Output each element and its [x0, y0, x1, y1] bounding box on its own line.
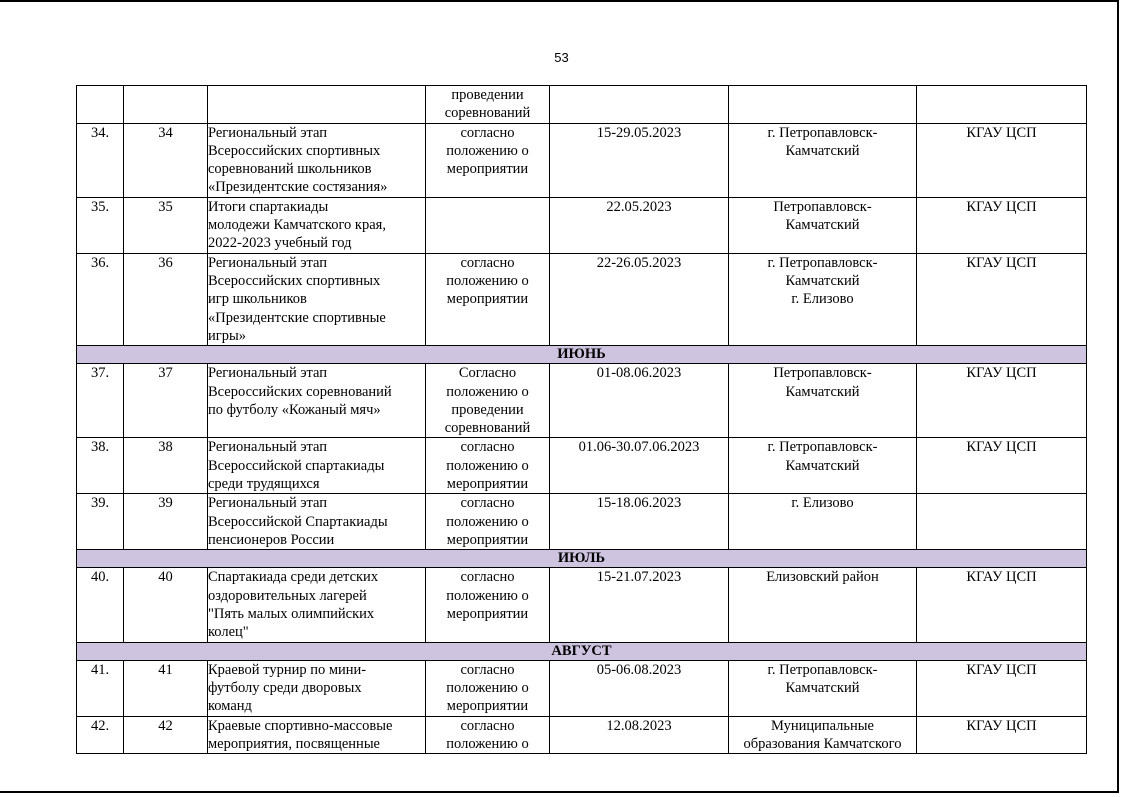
- event-place-line: Муниципальные: [771, 717, 874, 734]
- table-row: [77, 364, 1087, 438]
- events-table: [76, 85, 1087, 754]
- event-name: [208, 197, 426, 253]
- event-conditions-line: проведении: [451, 87, 524, 103]
- event-id: 38: [124, 438, 208, 494]
- event-conditions-line: согласно: [460, 717, 515, 734]
- event-organizer: КГАУ ЦСП: [917, 438, 1087, 494]
- event-date: 15-21.07.2023: [550, 568, 729, 642]
- event-conditions: [426, 197, 550, 253]
- event-conditions-line: согласно: [460, 439, 515, 456]
- event-organizer: КГАУ ЦСП: [917, 716, 1087, 754]
- event-conditions: [426, 716, 550, 754]
- event-conditions-line: соревнований: [444, 420, 531, 437]
- event-name-line: Региональный этап: [208, 124, 328, 141]
- event-name-line: соревнований школьников: [208, 161, 372, 178]
- event-name-line: Спартакиада среди детских: [208, 569, 379, 586]
- event-conditions: [426, 364, 550, 438]
- event-conditions-line: положению о: [446, 273, 529, 290]
- event-date: 22-26.05.2023: [550, 253, 729, 345]
- event-place-line: Петропавловск-: [773, 198, 872, 215]
- event-conditions-line: Согласно: [458, 365, 517, 382]
- event-date: 15-29.05.2023: [550, 123, 729, 197]
- event-place-line: г. Петропавловск-: [767, 661, 878, 678]
- row-number: [77, 86, 124, 124]
- event-place-line: г. Елизово: [791, 495, 854, 512]
- event-name-line: игры»: [208, 327, 246, 344]
- event-name-line: Региональный этап: [208, 254, 328, 271]
- event-date: 01.06-30.07.06.2023: [550, 438, 729, 494]
- event-organizer: КГАУ ЦСП: [917, 123, 1087, 197]
- event-name-line: Краевые спортивно-массовые: [208, 717, 393, 734]
- event-name: [208, 568, 426, 642]
- row-number: 41.: [77, 660, 124, 716]
- event-name-line: Региональный этап: [208, 365, 328, 382]
- event-conditions-line: мероприятии: [446, 476, 529, 493]
- event-place: [729, 438, 917, 494]
- event-organizer: КГАУ ЦСП: [917, 253, 1087, 345]
- event-id: 42: [124, 716, 208, 754]
- table-row: [77, 253, 1087, 345]
- row-number: 35.: [77, 197, 124, 253]
- table-row: [77, 568, 1087, 642]
- event-name: [208, 253, 426, 345]
- month-header: ИЮЛЬ: [77, 550, 1087, 568]
- event-name-line: Итоги спартакиады: [208, 198, 329, 215]
- event-name: [208, 660, 426, 716]
- event-place: [729, 716, 917, 754]
- event-name-line: футболу среди дворовых: [208, 679, 362, 696]
- event-name-line: Региональный этап: [208, 439, 328, 456]
- month-header-row: [77, 642, 1087, 660]
- event-id: [124, 86, 208, 124]
- event-name-line: команд: [208, 698, 252, 715]
- event-name: [208, 438, 426, 494]
- month-header-row: [77, 550, 1087, 568]
- event-conditions-line: положению о: [446, 457, 529, 474]
- event-conditions-line: проведении: [451, 401, 524, 418]
- event-name-line: Всероссийских соревнований: [208, 383, 392, 400]
- event-organizer: КГАУ ЦСП: [917, 660, 1087, 716]
- event-conditions-line: согласно: [460, 569, 515, 586]
- row-number: 39.: [77, 494, 124, 550]
- table-row: [77, 197, 1087, 253]
- event-place: [729, 494, 917, 550]
- event-id: 34: [124, 123, 208, 197]
- event-organizer: [917, 494, 1087, 550]
- event-conditions: [426, 438, 550, 494]
- event-conditions-line: мероприятии: [446, 698, 529, 715]
- row-number: 38.: [77, 438, 124, 494]
- event-name-line: пенсионеров России: [208, 532, 335, 549]
- event-name: [208, 364, 426, 438]
- event-place-line: Камчатский: [785, 679, 860, 696]
- event-id: 39: [124, 494, 208, 550]
- event-name: [208, 716, 426, 754]
- event-place-line: г. Елизово: [791, 291, 854, 308]
- event-date: [550, 86, 729, 124]
- event-name-line: Всероссийских спортивных: [208, 142, 381, 159]
- event-conditions-line: мероприятии: [446, 532, 529, 549]
- event-conditions: [426, 568, 550, 642]
- event-place-line: г. Петропавловск-: [767, 254, 878, 271]
- event-place-line: г. Петропавловск-: [767, 124, 878, 141]
- event-place: [729, 568, 917, 642]
- event-place-line: Камчатский: [785, 457, 860, 474]
- event-date: 12.08.2023: [550, 716, 729, 754]
- event-conditions: [426, 253, 550, 345]
- event-name-line: «Президентские состязания»: [208, 179, 388, 196]
- event-organizer: [917, 86, 1087, 124]
- event-place-line: Елизовский район: [766, 569, 879, 586]
- month-header: ИЮНЬ: [77, 346, 1087, 364]
- event-place: [729, 660, 917, 716]
- event-place-line: образования Камчатского: [743, 735, 902, 752]
- event-name-line: «Президентские спортивные: [208, 309, 386, 326]
- event-name-line: "Пять малых олимпийских: [208, 606, 375, 623]
- event-conditions-line: мероприятии: [446, 161, 529, 178]
- event-conditions-line: положению о: [446, 587, 529, 604]
- event-conditions: [426, 86, 550, 124]
- event-conditions: [426, 494, 550, 550]
- event-name-line: Всероссийской спартакиады: [208, 457, 385, 474]
- event-place: [729, 123, 917, 197]
- row-number: 37.: [77, 364, 124, 438]
- event-place-line: Петропавловск-: [773, 365, 872, 382]
- event-date: 22.05.2023: [550, 197, 729, 253]
- month-header: АВГУСТ: [77, 642, 1087, 660]
- event-organizer: КГАУ ЦСП: [917, 568, 1087, 642]
- event-place-line: Камчатский: [785, 142, 860, 159]
- event-date: 15-18.06.2023: [550, 494, 729, 550]
- event-name-line: игр школьников: [208, 291, 307, 308]
- event-conditions-line: мероприятии: [446, 291, 529, 308]
- event-organizer: КГАУ ЦСП: [917, 364, 1087, 438]
- event-conditions-line: согласно: [460, 254, 515, 271]
- event-conditions-line: согласно: [460, 124, 515, 141]
- event-name-line: Всероссийских спортивных: [208, 273, 381, 290]
- event-place-line: Камчатский: [785, 217, 860, 234]
- event-id: 35: [124, 197, 208, 253]
- event-conditions-line: положению о: [446, 513, 529, 530]
- table-row: [77, 123, 1087, 197]
- event-conditions: [426, 660, 550, 716]
- event-name-line: Краевой турнир по мини-: [208, 661, 367, 678]
- month-header-row: [77, 346, 1087, 364]
- event-name-line: среди трудящихся: [208, 476, 320, 493]
- event-id: 36: [124, 253, 208, 345]
- table-row: [77, 660, 1087, 716]
- row-number: 34.: [77, 123, 124, 197]
- event-date: 05-06.08.2023: [550, 660, 729, 716]
- event-conditions-line: согласно: [460, 495, 515, 512]
- event-name-line: Всероссийской Спартакиады: [208, 513, 388, 530]
- event-organizer: КГАУ ЦСП: [917, 197, 1087, 253]
- event-conditions-line: соревнований: [444, 105, 531, 122]
- event-conditions-line: мероприятии: [446, 606, 529, 623]
- event-date: 01-08.06.2023: [550, 364, 729, 438]
- row-number: 42.: [77, 716, 124, 754]
- event-conditions-line: положению о: [446, 142, 529, 159]
- event-name-line: мероприятия, посвященные: [208, 735, 380, 752]
- event-conditions-line: согласно: [460, 661, 515, 678]
- table-row: [77, 438, 1087, 494]
- event-conditions-line: положению о: [446, 679, 529, 696]
- event-conditions: [426, 123, 550, 197]
- event-name-line: 2022-2023 учебный год: [208, 235, 352, 252]
- row-number: 40.: [77, 568, 124, 642]
- event-place: [729, 253, 917, 345]
- table-row: [77, 86, 1087, 124]
- event-name: [208, 86, 426, 124]
- event-id: 41: [124, 660, 208, 716]
- event-place-line: г. Петропавловск-: [767, 439, 878, 456]
- event-conditions-line: положению о: [446, 383, 529, 400]
- event-place: [729, 86, 917, 124]
- event-name: [208, 494, 426, 550]
- event-place-line: Камчатский: [785, 383, 860, 400]
- page-number: 53: [554, 50, 569, 65]
- table-row: [77, 494, 1087, 550]
- event-place: [729, 197, 917, 253]
- event-place-line: Камчатский: [785, 273, 860, 290]
- table-row: [77, 716, 1087, 754]
- event-name: [208, 123, 426, 197]
- event-name-line: молодежи Камчатского края,: [208, 217, 386, 234]
- event-conditions-line: положению о: [446, 735, 529, 752]
- row-number: 36.: [77, 253, 124, 345]
- event-name-line: оздоровительных лагерей: [208, 587, 367, 604]
- event-name-line: по футболу «Кожаный мяч»: [208, 401, 381, 418]
- event-id: 37: [124, 364, 208, 438]
- event-id: 40: [124, 568, 208, 642]
- event-name-line: колец": [208, 624, 249, 641]
- event-name-line: Региональный этап: [208, 495, 328, 512]
- event-place: [729, 364, 917, 438]
